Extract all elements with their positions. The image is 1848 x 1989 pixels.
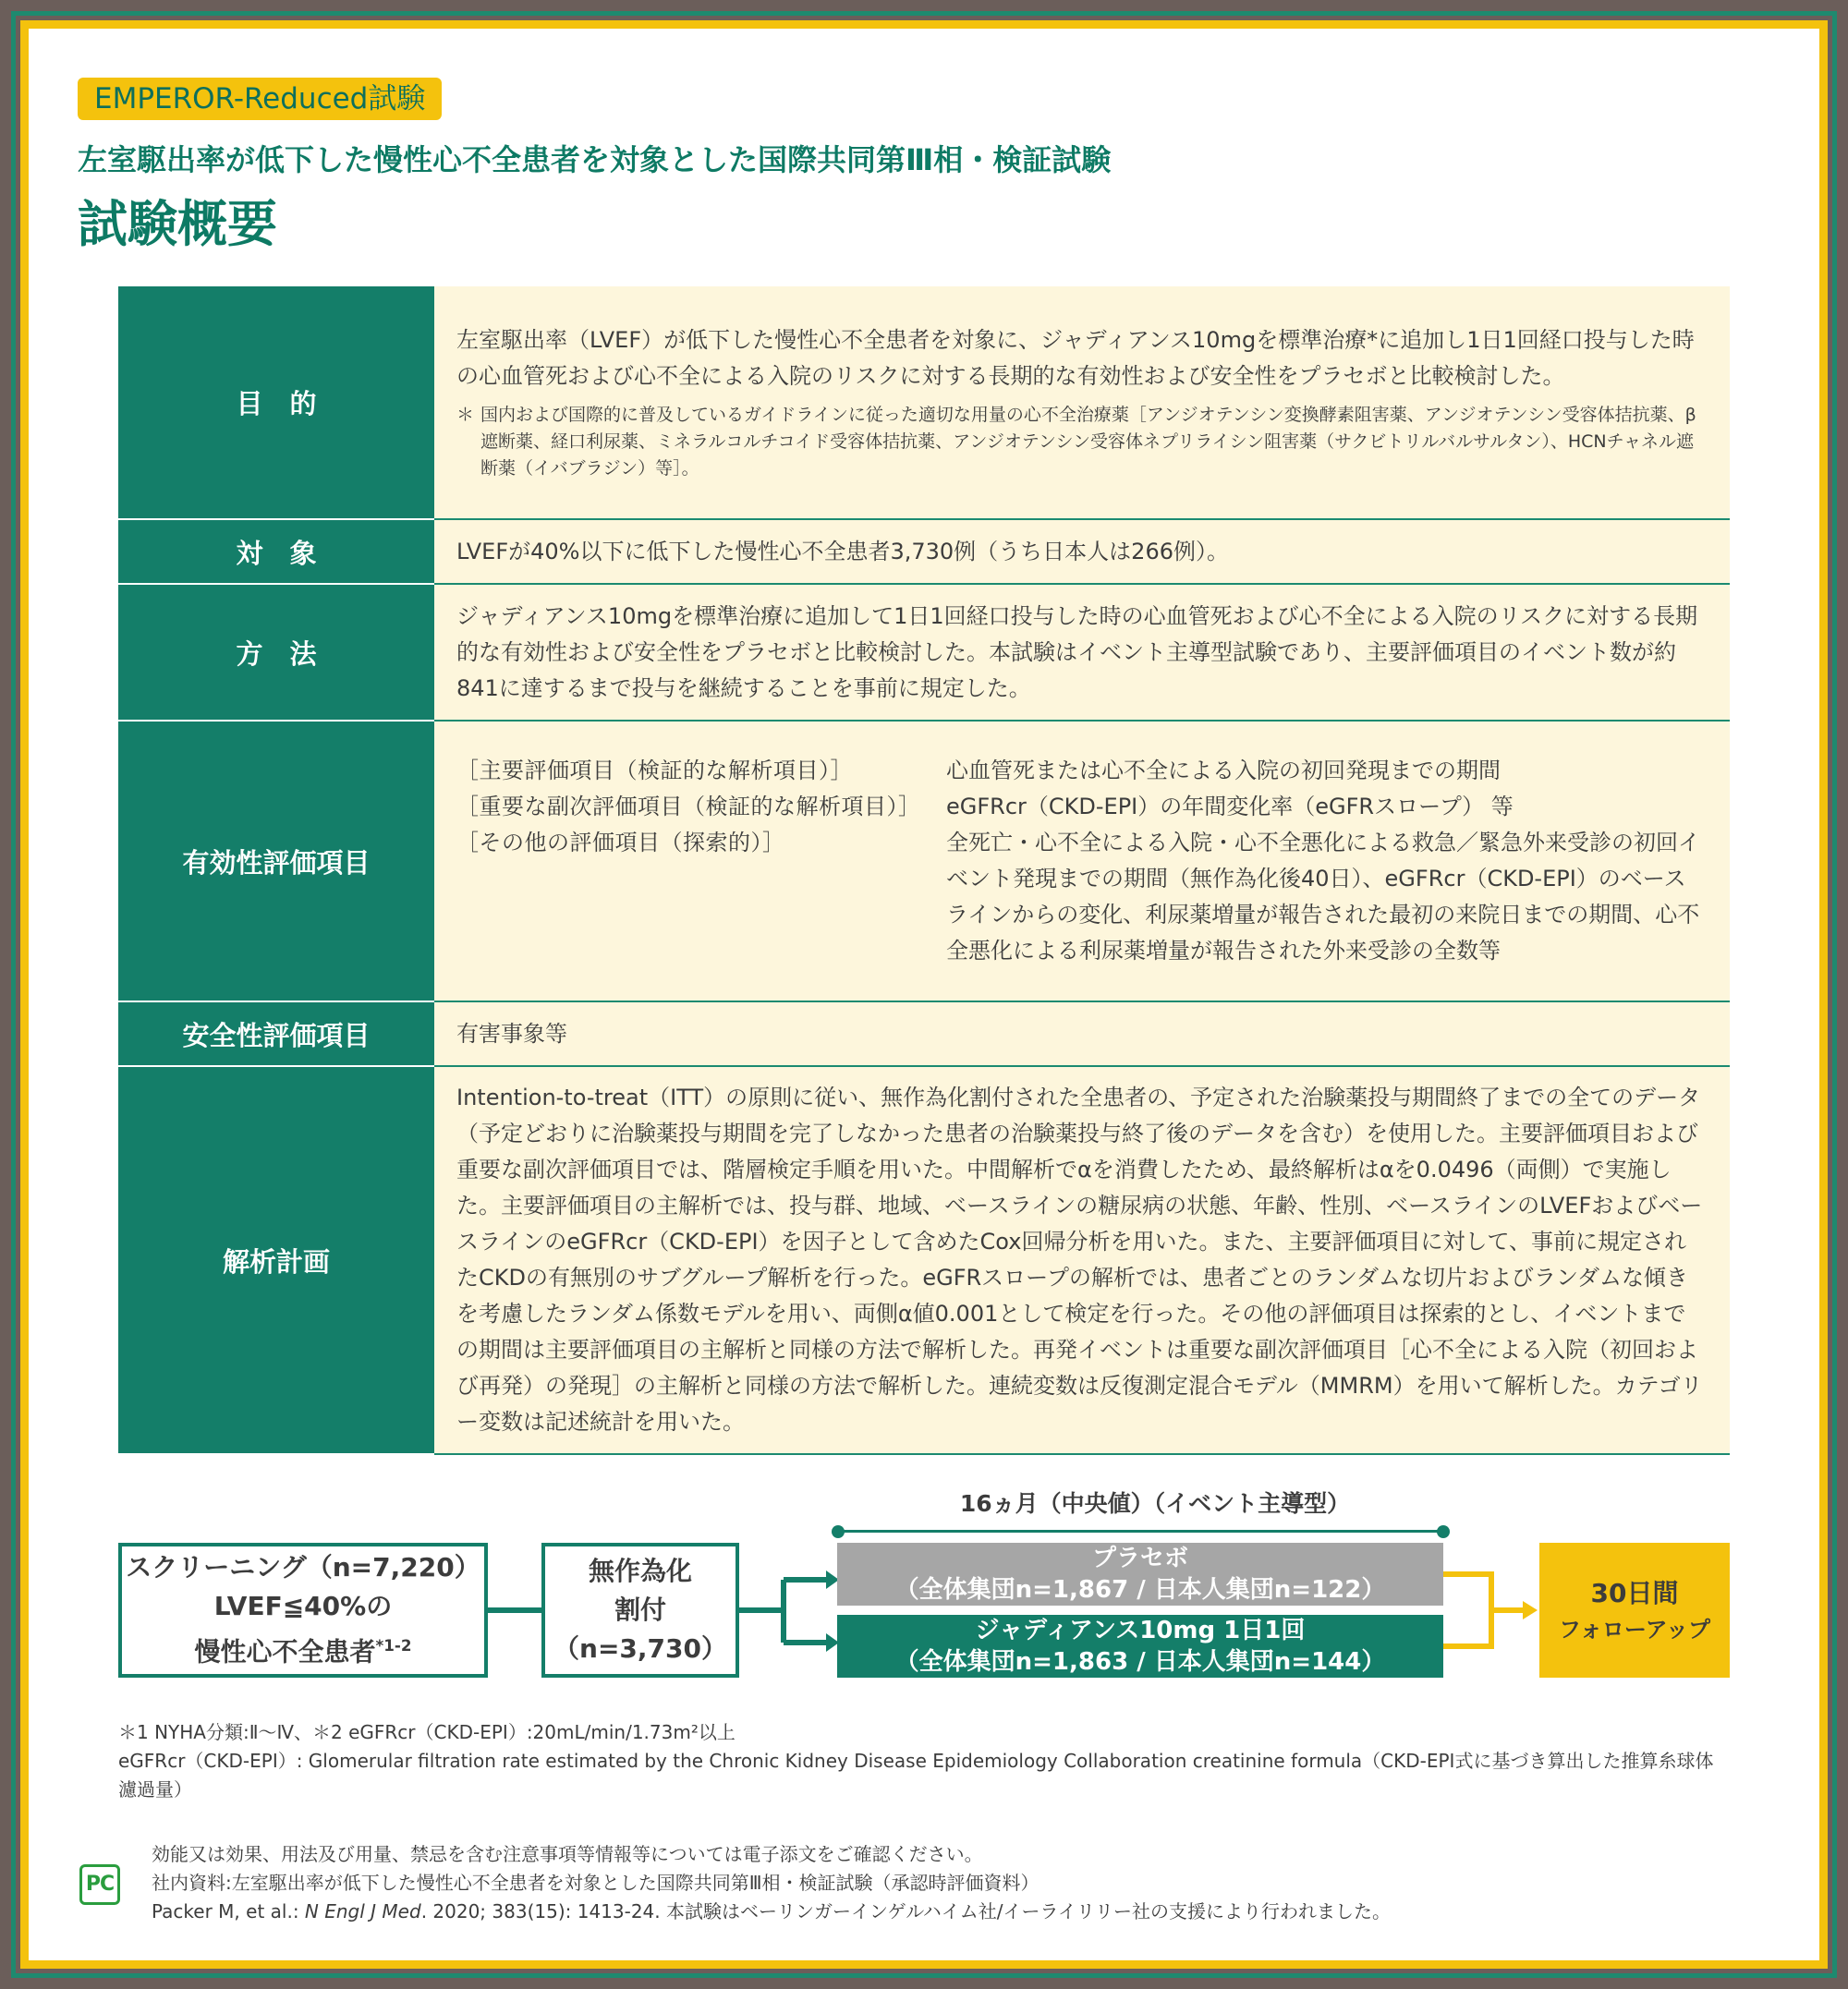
primary-text: 心血管死または心不全による入院の初回発現までの期間 bbox=[946, 758, 1501, 783]
random-line3: （n=3,730） bbox=[553, 1633, 727, 1664]
purpose-text: 左室駆出率（LVEF）が低下した慢性心不全患者を対象に、ジャディアンス10mgを標準治療*に追加し1日1回経口投与した時の心血管死および心不全による入院のリスクに対する長期的な有効性および安全性をプラセボと比較検討した。 bbox=[456, 327, 1695, 389]
efficacy-other bbox=[456, 825, 1708, 969]
footnote-line1: ＊1 NYHA分類:Ⅱ〜Ⅳ、＊2 eGFRcr（CKD-EPI）:20mL/min/1.73m²以上 bbox=[118, 1721, 736, 1743]
references bbox=[152, 1840, 1722, 1926]
method-label: 方 法 bbox=[118, 584, 434, 721]
follow-line2: フォローアップ bbox=[1559, 1617, 1710, 1643]
drug-line2: （全体集団n=1,863 / 日本人集団n=144） bbox=[894, 1648, 1386, 1676]
pc-logo-icon: PC bbox=[79, 1864, 120, 1905]
branch-arrows bbox=[739, 1543, 841, 1678]
row-safety bbox=[118, 1001, 1730, 1066]
randomization-box bbox=[541, 1543, 739, 1678]
efficacy-cell bbox=[434, 721, 1730, 1001]
note-mark: ＊ bbox=[456, 405, 475, 425]
duration-label: 16ヵ月（中央値）（イベント主導型） bbox=[959, 1490, 1351, 1517]
screening-line2: LVEF≦40%の bbox=[213, 1591, 393, 1622]
footnote-line2: eGFRcr（CKD-EPI）: Glomerular filtration rate estimated by the Chronic Kidney Disease Epidemiology Collaboration creatinine formula（CKD-EPI式に基づき算出した推算糸球体濾過量） bbox=[118, 1750, 1714, 1801]
screening-box bbox=[118, 1543, 488, 1678]
bracket-dot-left bbox=[832, 1525, 845, 1538]
drug-line1: ジャディアンス10mg 1日1回 bbox=[975, 1617, 1306, 1644]
efficacy-label: 有効性評価項目 bbox=[118, 721, 434, 1001]
primary-label: ［主要評価項目（検証的な解析項目）］ bbox=[456, 758, 853, 783]
trial-subtitle: 左室駆出率が低下した慢性心不全患者を対象とした国際共同第Ⅲ相・検証試験 bbox=[78, 142, 1112, 177]
purpose-note-text: 国内および国際的に普及しているガイドラインに従った適切な用量の心不全治療薬［アンジオテンシン変換酵素阻害薬、アンジオテンシン受容体拮抗薬、β遮断薬、経口利尿薬、ミネラルコルチコイド受容体拮抗薬、アンジオテンシン受容体ネプリライシン阻害薬（サクビトリルバルサルタン）、HCNチャネル遮断薬（イバブラジン）等］。 bbox=[480, 405, 1696, 479]
page-title: 試験概要 bbox=[78, 195, 277, 253]
followup-box bbox=[1539, 1543, 1730, 1678]
secondary-label: ［重要な副次評価項目（検証的な解析項目）］ bbox=[456, 794, 921, 819]
subjects-text: LVEFが40%以下に低下した慢性心不全患者3,730例（うち日本人は266例）。 bbox=[434, 519, 1730, 584]
safety-label: 安全性評価項目 bbox=[118, 1001, 434, 1066]
analysis-label: 解析計画 bbox=[118, 1066, 434, 1454]
placebo-line1: プラセボ bbox=[1091, 1545, 1188, 1572]
screening-line3-wrap bbox=[194, 1626, 411, 1671]
purpose-note bbox=[456, 402, 1708, 482]
screening-sup: *1-2 bbox=[375, 1636, 412, 1655]
efficacy-primary bbox=[456, 753, 1708, 789]
follow-line1: 30日間 bbox=[1590, 1578, 1679, 1608]
method-text: ジャディアンス10mgを標準治療に追加して1日1回経口投与した時の心血管死および心不全による入院のリスクに対する長期的な有効性および安全性をプラセボと比較検討した。本試験はイベント主導型試験であり、主要評価項目のイベント数が約841に達するまで投与を継続することを事前に規定した。 bbox=[434, 584, 1730, 721]
connector-screening-random bbox=[488, 1607, 541, 1613]
placebo-arm bbox=[837, 1543, 1443, 1606]
purpose-label: 目 的 bbox=[118, 286, 434, 519]
safety-text: 有害事象等 bbox=[434, 1001, 1730, 1066]
trial-name-tag: EMPEROR-Reduced試験 bbox=[78, 78, 442, 120]
screening-line1: スクリーニング（n=7,220） bbox=[126, 1552, 480, 1583]
ref-line3-journal: N Engl J Med bbox=[304, 1900, 421, 1922]
duration-bracket bbox=[837, 1530, 1443, 1533]
drug-arm bbox=[837, 1615, 1443, 1678]
secondary-text: eGFRcr（CKD-EPI）の年間変化率（eGFRスロープ） 等 bbox=[946, 794, 1514, 819]
other-text: 全死亡・心不全による入院・心不全悪化による救急／緊急外来受診の初回イベント発現までの期間（無作為化後40日）、eGFRcr（CKD-EPI）のベースラインからの変化、利尿薬増量が報告された最初の来院日までの期間、心不全悪化による利尿薬増量が報告された外来受診の全数等 bbox=[946, 830, 1700, 964]
row-method bbox=[118, 584, 1730, 721]
row-purpose bbox=[118, 286, 1730, 519]
overview-table bbox=[118, 286, 1730, 1455]
random-line2: 割付 bbox=[614, 1595, 666, 1625]
merge-arrows bbox=[1443, 1543, 1539, 1678]
analysis-text: Intention-to-treat（ITT）の原則に従い、無作為化割付された全患者の、予定された治験薬投与期間終了までの全てのデータ（予定どおりに治験薬投与期間を完了しなかった患者の治験薬投与終了後のデータを含む）を使用した。主要評価項目および重要な副次評価項目では、階層検定手順を用いた。中間解析でαを消費したため、最終解析はαを0.0496（両側）で実施した。主要評価項目の主解析では、投与群、地域、ベースラインの糖尿病の状態、年齢、性別、ベースラインのLVEFおよびベースラインのeGFRcr（CKD-EPI）を因子として含めたCox回帰分析を用いた。また、主要評価項目に対して、事前に規定されたCKDの有無別のサブグループ解析を行った。eGFRスロープの解析では、患者ごとのランダムな切片およびランダムな傾きを考慮したランダム係数モデルを用い、両側α値0.001として検定を行った。その他の評価項目は探索的とし、イベントまでの期間は主要評価項目の主解析と同様の方法で解析した。再発イベントは重要な副次評価項目［心不全による入院（初回および再発）の発現］の主解析と同様の方法で解析した。連続変数は反復測定混合モデル（MMRM）を用いて解析した。カテゴリー変数は記述統計を用いた。 bbox=[434, 1066, 1730, 1454]
footnotes bbox=[118, 1718, 1730, 1804]
subjects-label: 対 象 bbox=[118, 519, 434, 584]
bracket-dot-right bbox=[1437, 1525, 1450, 1538]
purpose-cell bbox=[434, 286, 1730, 519]
ref-line3-rest: . 2020; 383(15): 1413-24. 本試験はベーリンガーインゲルハイム社/イーライリリー社の支援により行われました。 bbox=[420, 1900, 1391, 1922]
row-subjects bbox=[118, 519, 1730, 584]
row-efficacy bbox=[118, 721, 1730, 1001]
random-line1: 無作為化 bbox=[588, 1556, 692, 1586]
ref-line2: 社内資料:左室駆出率が低下した慢性心不全患者を対象とした国際共同第Ⅲ相・検証試験（承認時評価資料） bbox=[152, 1872, 1040, 1894]
ref-line3-authors: Packer M, et al.: bbox=[152, 1900, 305, 1922]
placebo-line2: （全体集団n=1,867 / 日本人集団n=122） bbox=[894, 1576, 1386, 1604]
screening-line3: 慢性心不全患者 bbox=[194, 1636, 376, 1668]
other-label: ［その他の評価項目（探索的）］ bbox=[456, 830, 785, 855]
efficacy-secondary bbox=[456, 789, 1708, 825]
row-analysis bbox=[118, 1066, 1730, 1454]
ref-line3 bbox=[152, 1898, 1722, 1926]
ref-line1: 効能又は効果、用法及び用量、禁忌を含む注意事項等情報等については電子添文をご確認ください。 bbox=[152, 1843, 983, 1865]
